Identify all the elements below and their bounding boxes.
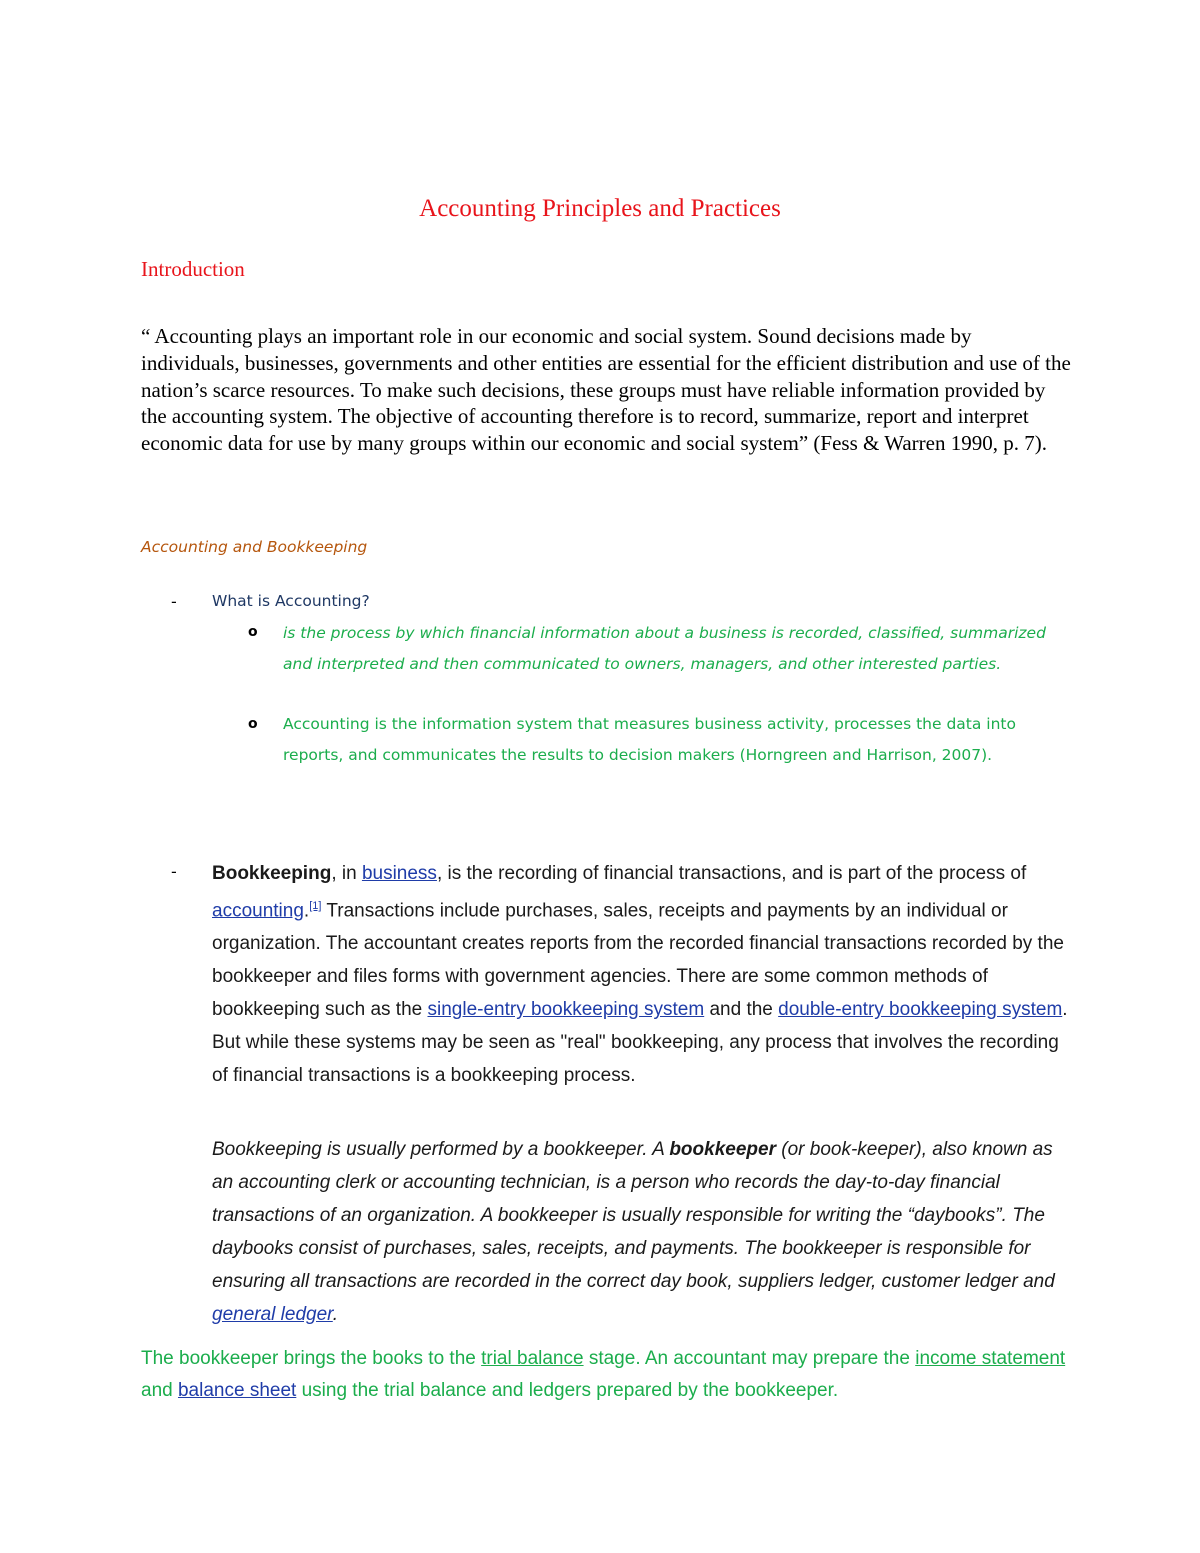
- bookkeeping-term: Bookkeeping: [212, 863, 332, 884]
- what-is-accounting-heading: What is Accounting?: [212, 592, 370, 610]
- text-span: .: [332, 1304, 339, 1325]
- text-span: Transactions include purchases, sales, receipts and payments by an individual or organization. The accountant creates reports from the recorded financial transactions recorded by the bookkeeper and files forms with government agencies. There are some common methods of bookkeeping such as the: [212, 900, 1064, 1021]
- text-span: Bookkeeping is usually performed by a bookkeeper. A: [212, 1139, 670, 1160]
- text-span: , is the recording of financial transactions, and is part of the process of: [436, 863, 1027, 884]
- circle-bullet-icon: o: [248, 624, 258, 640]
- bookkeeper-paragraph: [212, 1133, 1072, 1331]
- introduction-quote: “ Accounting plays an important role in our economic and social system. Sound decisions made by individuals, businesses, governments and other entities are essential for the efficient distribution and use of the nation’s scarce resources. To make such decisions, these groups must have reliable information provided by the accounting system. The objective of accounting therefore is to record, summarize, report and interpret economic data for use by many groups within our economic and social system” (Fess & Warren 1990, p. 7).: [141, 324, 1071, 456]
- text-span: and: [141, 1380, 178, 1401]
- trial-balance-link[interactable]: trial balance: [481, 1348, 584, 1369]
- text-span: and the: [704, 999, 779, 1021]
- footnote-link[interactable]: [1]: [309, 900, 322, 912]
- introduction-heading: Introduction: [141, 257, 245, 281]
- circle-bullet-icon: o: [248, 716, 258, 732]
- closing-paragraph: [141, 1343, 1071, 1407]
- text-span: . But while these systems may be seen as "real" bookkeeping, any process that involves the recording of financial transactions is a bookkeeping process.: [212, 999, 1068, 1087]
- list-dash-bullet: -: [171, 592, 177, 611]
- document-title: Accounting Principles and Practices: [419, 195, 781, 222]
- bookkeeping-paragraph: [212, 857, 1072, 1092]
- single-entry-link[interactable]: single-entry bookkeeping system: [427, 999, 705, 1021]
- business-link[interactable]: business: [361, 863, 437, 884]
- accounting-bookkeeping-heading: Accounting and Bookkeeping: [141, 538, 368, 556]
- list-dash-bullet: -: [171, 862, 177, 881]
- double-entry-link[interactable]: double-entry bookkeeping system: [778, 999, 1063, 1021]
- text-span: stage. An accountant may prepare the: [583, 1348, 916, 1369]
- bookkeeper-term: bookkeeper: [669, 1139, 776, 1160]
- text-span: The bookkeeper brings the books to the: [141, 1348, 482, 1369]
- general-ledger-link[interactable]: general ledger: [212, 1304, 333, 1325]
- text-span: (or book-keeper), also known as an accounting clerk or accounting technician, is a person who records the day-to-day financial transactions of an organization. A bookkeeper is usually responsible for writing the “daybooks”. The daybooks consist of purchases, sales, receipts, and payments. The bookkeeper is responsible for ensuring all transactions are recorded in the correct day book, suppliers ledger, customer ledger and: [212, 1139, 1055, 1292]
- accounting-link[interactable]: accounting: [212, 900, 304, 922]
- income-statement-link[interactable]: income statement: [915, 1348, 1066, 1369]
- text-span: , in: [331, 863, 362, 884]
- definition-2: Accounting is the information system that measures business activity, processes the data into reports, and communicates the results to decision makers (Horngreen and Harrison, 2007).: [283, 715, 1016, 764]
- definition-1: is the process by which financial information about a business is recorded, classified, summarized and interpreted and then communicated to owners, managers, and other interested parties.: [283, 624, 1046, 673]
- balance-sheet-link[interactable]: balance sheet: [177, 1380, 297, 1401]
- text-span: .: [303, 900, 310, 922]
- text-span: using the trial balance and ledgers prepared by the bookkeeper.: [296, 1380, 839, 1401]
